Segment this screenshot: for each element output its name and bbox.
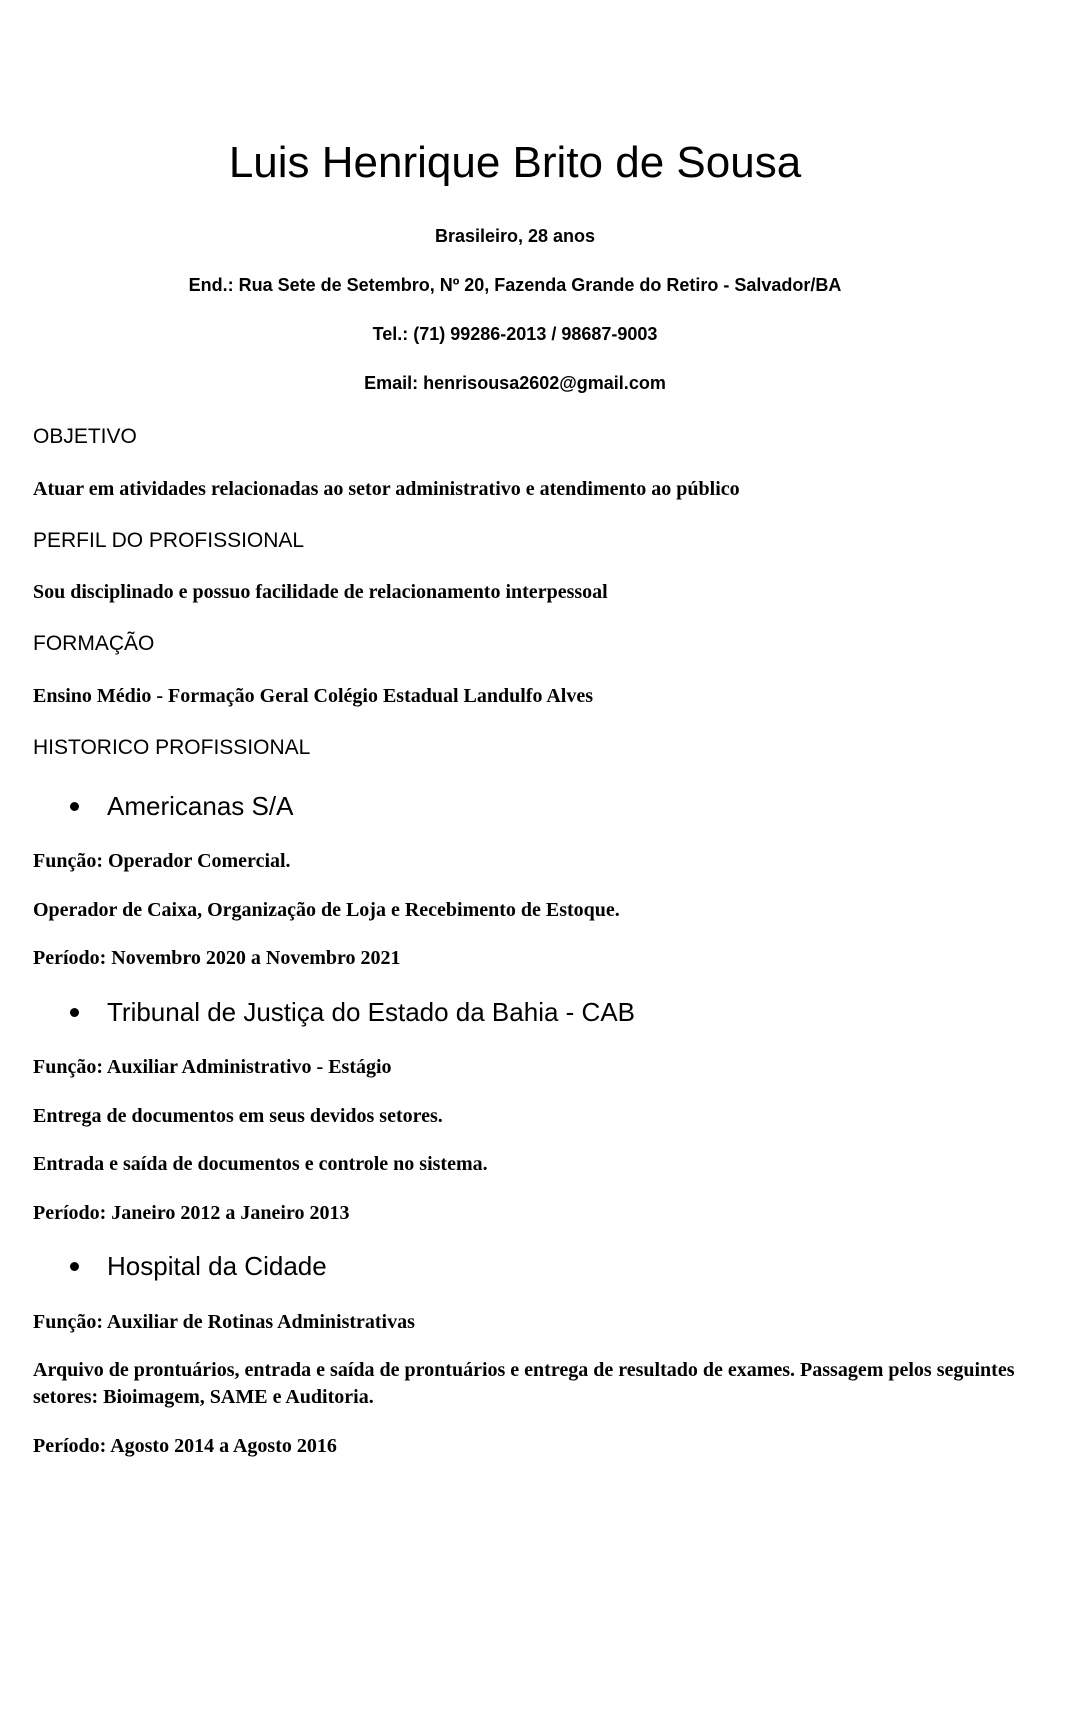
profile-heading: PERFIL DO PROFISSIONAL xyxy=(33,529,305,552)
bullet-icon xyxy=(70,1008,79,1017)
objective-text: Atuar em atividades relacionadas ao setor administrativo e atendimento ao público xyxy=(33,478,740,500)
bullet-icon xyxy=(70,802,79,811)
job-period: Período: Janeiro 2012 a Janeiro 2013 xyxy=(33,1202,350,1224)
job-period: Período: Agosto 2014 a Agosto 2016 xyxy=(33,1435,337,1457)
job-company xyxy=(70,1251,327,1282)
job-company xyxy=(70,997,635,1028)
job-detail: Entrega de documentos em seus devidos setores. xyxy=(33,1105,443,1127)
job-role: Função: Auxiliar Administrativo - Estágio xyxy=(33,1056,392,1078)
candidate-name: Luis Henrique Brito de Sousa xyxy=(228,138,802,187)
company-name: Americanas S/A xyxy=(107,791,294,821)
bullet-icon xyxy=(70,1262,79,1271)
phone: Tel.: (71) 99286-2013 / 98687-9003 xyxy=(372,324,658,344)
objective-heading: OBJETIVO xyxy=(33,425,137,448)
job-company xyxy=(70,791,293,822)
job-role: Função: Auxiliar de Rotinas Administrativas xyxy=(33,1311,415,1333)
job-period: Período: Novembro 2020 a Novembro 2021 xyxy=(33,947,401,969)
job-detail: Arquivo de prontuários, entrada e saída de prontuários e entrega de resultado de exames. Passagem pelos seguintes setores: Bioimagem, SAME e Auditoria. xyxy=(33,1359,1015,1408)
company-name: Tribunal de Justiça do Estado da Bahia - CAB xyxy=(107,997,635,1027)
nationality-age: Brasileiro, 28 anos xyxy=(434,226,596,246)
history-heading: HISTORICO PROFISSIONAL xyxy=(33,736,311,759)
job-detail: Entrada e saída de documentos e controle no sistema. xyxy=(33,1153,488,1175)
address: End.: Rua Sete de Setembro, Nº 20, Fazenda Grande do Retiro - Salvador/BA xyxy=(188,275,842,295)
profile-text: Sou disciplinado e possuo facilidade de relacionamento interpessoal xyxy=(33,581,608,603)
job-role: Função: Operador Comercial. xyxy=(33,850,291,872)
education-heading: FORMAÇÃO xyxy=(33,632,155,655)
company-name: Hospital da Cidade xyxy=(107,1251,327,1281)
job-detail: Operador de Caixa, Organização de Loja e Recebimento de Estoque. xyxy=(33,899,620,921)
email: Email: henrisousa2602@gmail.com xyxy=(364,373,666,393)
education-text: Ensino Médio - Formação Geral Colégio Estadual Landulfo Alves xyxy=(33,685,594,707)
